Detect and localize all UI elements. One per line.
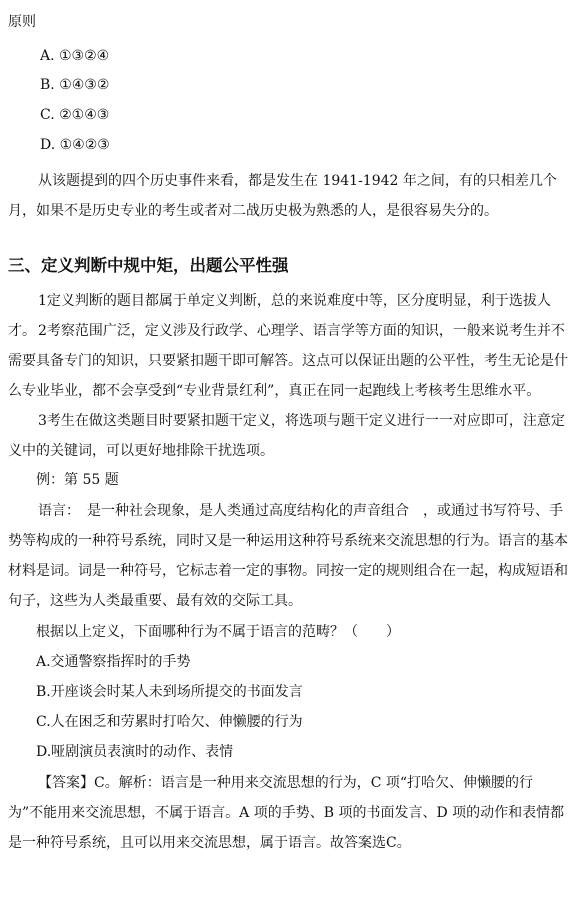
choice-b: B.开座谈会时某人未到场所提交的书面发言: [36, 684, 303, 700]
top-text: 原则: [8, 14, 36, 30]
choice-d: D.哑剧演员表演时的动作、表情: [36, 744, 234, 760]
answer-paragraph: 【答案】C。解析：语言是一种用来交流思想的行为，C 项“打哈欠、伸懒腰的行为”不能用来交流思想，不属于语言。A 项的手势、B 项的书面发言、D 项的动作和表情都是一种符号系统，且可以用来交流思想，属于语言。故答案选C。: [8, 775, 565, 851]
definition-paragraph: 语言： 是一种社会现象，是人类通过高度结构化的声音组合 ，或通过书写符号、手势等构成的一种符号系统，同时又是一种运用这种符号系统来交流思想的行为。语言的基本材料是词。词是一种符号，它标志着一定的事物。同按一定的规则组合在一起，构成短语和句子，这些为人类最重要、最有效的交际工具。: [8, 503, 568, 609]
point-1: 1定义判断的题目都属于单定义判断，总的来说难度中等，区分度明显，利于选拔人才。: [8, 293, 551, 339]
section-heading: 三、定义判断中规中矩，出题公平性强: [8, 256, 289, 275]
point-3: 3考生在做这类题目时要紧扣题干定义，将选项与题干定义进行一一对应即可，注意定义中的关键词，可以更好地排除干扰选项。: [8, 413, 565, 459]
option-d: D. ①④②③: [40, 137, 110, 153]
option-c: C. ②①④③: [40, 107, 110, 123]
choice-c: C.人在困乏和劳累时打哈欠、伸懒腰的行为: [36, 714, 303, 730]
choice-a: A.交通警察指挥时的手势: [36, 654, 191, 670]
question-text: 根据以上定义，下面哪种行为不属于语言的范畴？（ ）: [36, 624, 400, 640]
option-b: B. ①④③②: [40, 77, 110, 93]
point-2: 2考察范围广泛，定义涉及行政学、心理学、语言学等方面的知识，一般来说考生并不需要具备专门的知识，只要紧扣题干即可解答。这点可以保证出题的公平性，考生无论是什么专业毕业，都不会享受到“专业背景红利”，真正在同一起跑线上考核考生思维水平。: [8, 323, 568, 399]
example-label: 例：第 55 题: [36, 472, 119, 488]
option-a: A. ①③②④: [40, 48, 110, 64]
analysis-paragraph: 从该题提到的四个历史事件来看，都是发生在 1941-1942 年之间，有的只相差几个月，如果不是历史专业的考生或者对二战历史极为熟悉的人，是很容易失分的。: [8, 173, 557, 219]
